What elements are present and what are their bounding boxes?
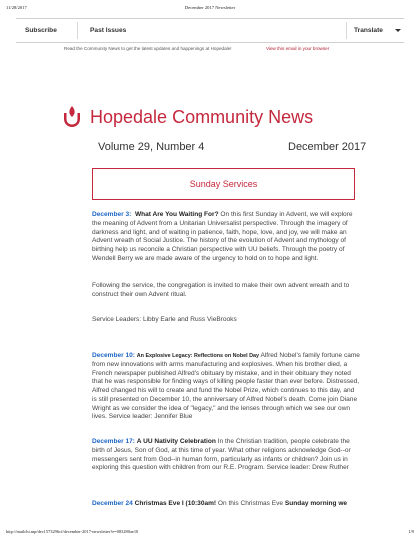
past-issues-link[interactable]: Past Issues bbox=[90, 27, 127, 34]
dec17-title: A UU Nativity Celebration bbox=[136, 438, 216, 445]
print-header bbox=[0, 5, 420, 13]
dec24-tail: Sunday morning we bbox=[284, 500, 348, 507]
newsletter-title: Hopedale Community News bbox=[90, 107, 314, 127]
nav-divider bbox=[77, 22, 78, 39]
dec3-leaders: Service Leaders: Libby Earle and Russ VieBrooks bbox=[92, 316, 237, 323]
page-number: 1/9 bbox=[408, 529, 414, 534]
section-header-box bbox=[92, 168, 355, 200]
dec17-paragraph bbox=[92, 438, 360, 473]
nav-divider bbox=[346, 22, 347, 39]
dec3-title: What Are You Waiting For? bbox=[134, 211, 219, 218]
translate-button[interactable]: Translate bbox=[354, 27, 383, 34]
subscribe-link[interactable]: Subscribe bbox=[25, 27, 57, 34]
dec10-text: Alfred Nobel's family fortune came from new innovations with arms manufacturing and explosives. When his brother died, a French newspaper published Alfred's obituary by mistake, and in their obituary they noted that he was responsible for finding ways of killing people faster than ever before. Distressed, Alfred changed his will to create and fund the Nobel Prize, which continues to this day, and is still presented on December 10, the anniversary of Alfred Nobel's death. Come join Diane Wright as we consider the idea of "legacy," and the lenses through which we see our own lives. Service leader: Jennifer Blue bbox=[92, 352, 360, 421]
dec24-title: Christmas Eve I (10:30am! bbox=[134, 500, 217, 507]
print-url: http://mailchi.mp/dec1573296cf/december-2017-newsletter?e=083280ae10 bbox=[6, 529, 139, 534]
volume-number: Volume 29, Number 4 bbox=[98, 141, 205, 153]
dec17-date: December 17: bbox=[92, 438, 135, 445]
dec17-text: In the Christian tradition, people celebrate the birth of Jesus, Son of God, at this time of year. What other religions acknowledge God--or messengers sent from God--in human form, particularly as infants or children? Join us in exploring this question with children from our R.E. Program. Service leader: Drew Ruther bbox=[92, 438, 351, 472]
dec10-title: An Explosive Legacy: Reflections on Nobel Day bbox=[136, 353, 259, 359]
dec10-date: December 10: bbox=[92, 352, 135, 359]
dec10-paragraph bbox=[92, 352, 360, 422]
flaming-chalice-logo-icon bbox=[61, 104, 83, 130]
dec24-date: December 24 bbox=[92, 500, 133, 507]
preheader-text: Read the Community News to get the latest updates and happenings at Hopedale! bbox=[64, 46, 232, 51]
dec3-text: On this first Sunday in Advent, we will explore the meaning of Advent from a Unitarian Universalist perspective. Through the imagery of darkness and light, and of waiting in patience, faith, hope, love, and joy, we will make an Advent wreath of Social Justice. The history of the evolution of Advent and mythology of birthing help us reconcile a Christian perspective with UU beliefs. Through the poetry of Wendell Berry we are made aware of the urgency to hold on to hope and light. bbox=[92, 211, 353, 262]
dec3-date: December 3: bbox=[92, 211, 132, 218]
dec3-paragraph bbox=[92, 211, 360, 264]
dec24-text: On this Christmas Eve bbox=[216, 500, 285, 507]
view-in-browser-link[interactable]: View this email in your browser bbox=[266, 46, 330, 51]
issue-month: December 2017 bbox=[288, 141, 367, 153]
print-date: 11/28/2017 bbox=[6, 5, 27, 10]
dec3-after-paragraph bbox=[92, 282, 360, 300]
top-nav bbox=[16, 18, 404, 43]
dec3-after-text: Following the service, the congregation is invited to make their own advent wreath and to construct their own Advent ritual. bbox=[92, 282, 350, 298]
caret-down-icon[interactable] bbox=[395, 29, 401, 32]
dec3-leaders-paragraph bbox=[92, 316, 360, 325]
print-title: December 2017 Newsletter bbox=[184, 5, 236, 10]
dec24-paragraph bbox=[92, 500, 360, 509]
section-title: Sunday Services bbox=[189, 179, 258, 189]
